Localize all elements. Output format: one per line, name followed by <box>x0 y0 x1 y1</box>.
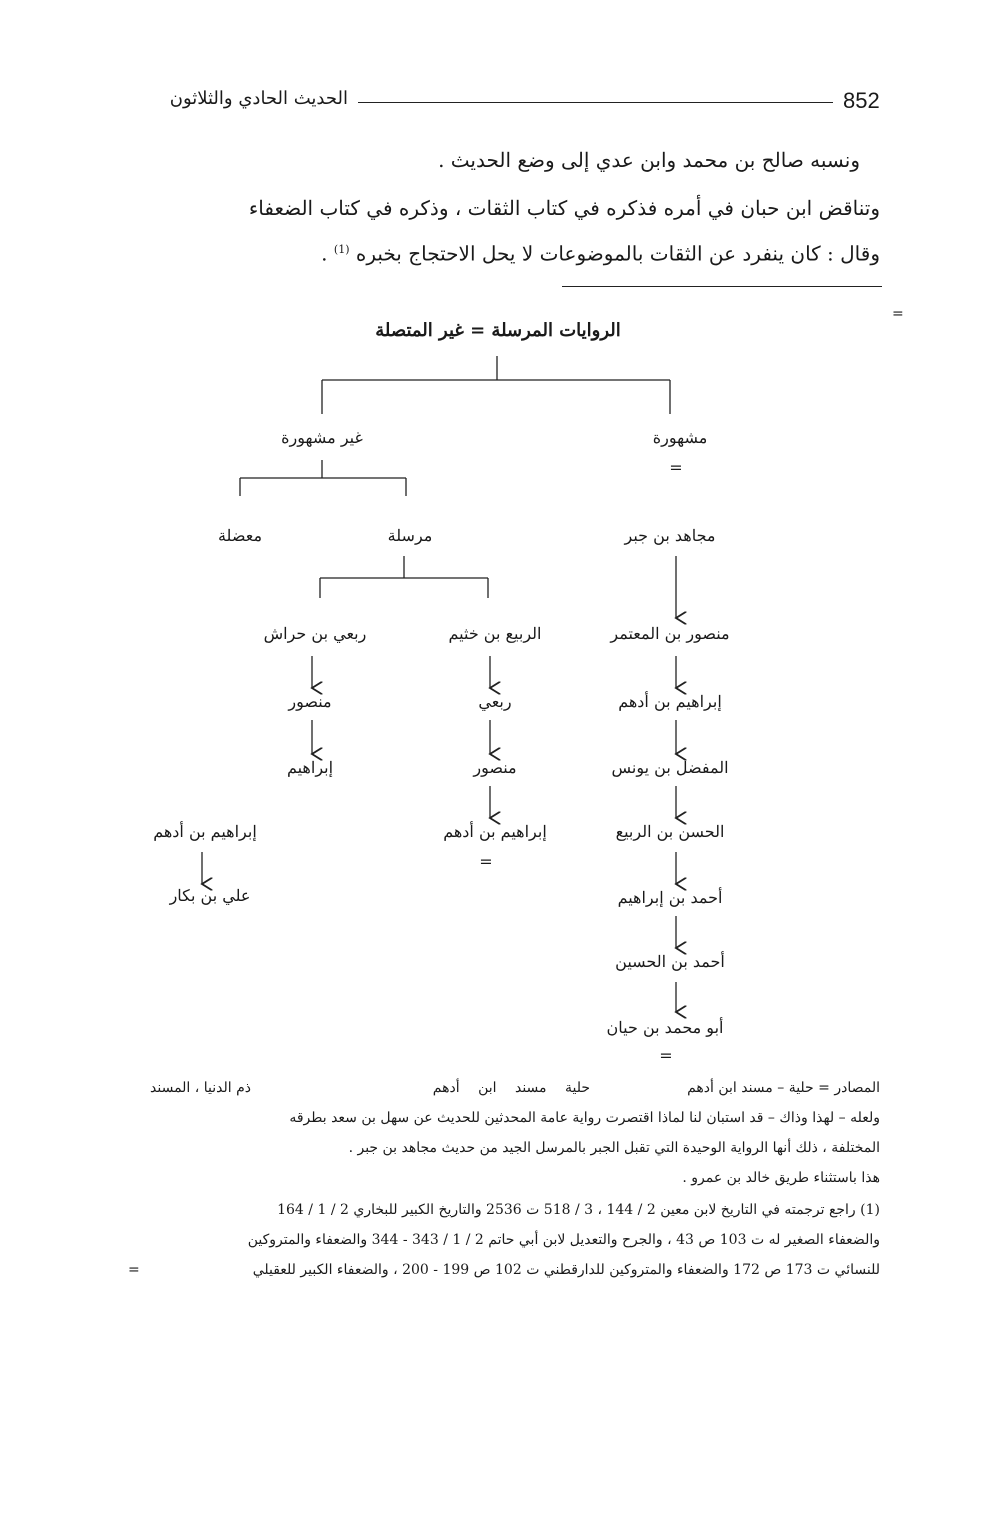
node-muadala: معضلة <box>217 526 263 545</box>
eq-chain-middle: = <box>479 852 493 871</box>
chain-middle-node: إبراهيم بن أدهم <box>443 822 547 841</box>
chain-right-node: أحمد بن الحسين <box>615 952 725 971</box>
chain-right-node: منصور بن المعتمر <box>610 624 730 643</box>
notes-line-2: ولعله – لهذا وذاك – قد استبان لنا لماذا اقتصرت رواية عامة المحدثين للحديث عن سهل بن سعد بطرقه <box>289 1110 880 1126</box>
chain-right-node: المفضل بن يونس <box>611 758 729 777</box>
footnote-line-2: والضعفاء الصغير له ت 103 ص 43 ، والجرح والتعديل لابن أبي حاتم 2 / 1 / 343 - 344 والضعفاء والمتروكين <box>247 1232 880 1248</box>
chain-right-node: الحسن بن الربيع <box>615 822 725 841</box>
chain-left-node: إبراهيم <box>286 758 334 777</box>
eq-chain-right: = <box>659 1046 673 1065</box>
sources-left: ذم الدنيا ، المسند <box>150 1080 251 1096</box>
node-mursala: مرسلة <box>387 526 433 545</box>
footnote-line-3: للنسائي ت 173 ص 172 والضعفاء والمتروكين للدارقطني ت 102 ص 199 - 200 ، والضعفاء الكبير للعقيلي <box>252 1262 880 1278</box>
chain-far-left-node: إبراهيم بن أدهم <box>153 822 257 841</box>
chain-left-node: ربعي بن حراش <box>263 624 367 643</box>
node-mashhura: مشهورة <box>652 428 708 447</box>
body-line-1: ونسبه صالح بن محمد وابن عدي إلى وضع الحديث . <box>438 148 860 172</box>
sources-mid: حلية مسند ابن أدهم <box>432 1080 590 1096</box>
body-line-2: وتناقض ابن حبان في أمره فذكره في كتاب الثقات ، وذكره في كتاب الضعفاء <box>248 196 880 220</box>
footnote-line-1: (1) راجع ترجمته في التاريخ لابن معين 2 / 144 ، 3 / 518 ت 2536 والتاريخ الكبير للبخاري 2 / 1 / 164 <box>277 1202 880 1218</box>
chain-right-node: أبو محمد بن حيان <box>606 1018 724 1037</box>
chain-middle-node: ربعي <box>478 692 512 711</box>
diagram-title: الروايات المرسلة = غير المتصلة <box>375 320 621 341</box>
sources-label: المصادر = حلية – مسند ابن أدهم <box>687 1080 880 1096</box>
chain-middle-node: منصور <box>473 758 517 777</box>
margin-mark: = <box>892 306 904 322</box>
running-title: الحديث الحادي والثلاثون <box>169 88 348 109</box>
chain-right-node: أحمد بن إبراهيم <box>617 888 723 907</box>
chain-far-left-node: علي بن بكار <box>169 886 251 905</box>
chain-middle-node: الربيع بن خثيم <box>448 624 542 643</box>
eq-mashhura: = <box>669 458 683 477</box>
notes-line-3: المختلفة ، ذلك أنها الرواية الوحيدة التي تقبل الجبر بالمرسل الجيد من حديث مجاهد بن جبر . <box>348 1140 880 1156</box>
chain-right-node: مجاهد بن جبر <box>624 526 716 545</box>
footnote-ref: (1) <box>333 243 350 256</box>
chain-right-node: إبراهيم بن أدهم <box>618 692 722 711</box>
sources-line <box>150 1074 880 1102</box>
notes-line-4: هذا باستثناء طريق خالد بن عمرو . <box>682 1170 880 1186</box>
body-line-3-text: وقال : كان ينفرد عن الثقات بالموضوعات لا يحل الاحتجاج بخبره <box>355 241 880 266</box>
footnote-continuation-mark: = <box>128 1262 140 1278</box>
page-number: 852 <box>843 88 880 113</box>
chain-left-node: منصور <box>288 692 332 711</box>
body-line-3-end: . <box>321 241 328 266</box>
node-ghayr-mashhura: غير مشهورة <box>281 428 363 447</box>
